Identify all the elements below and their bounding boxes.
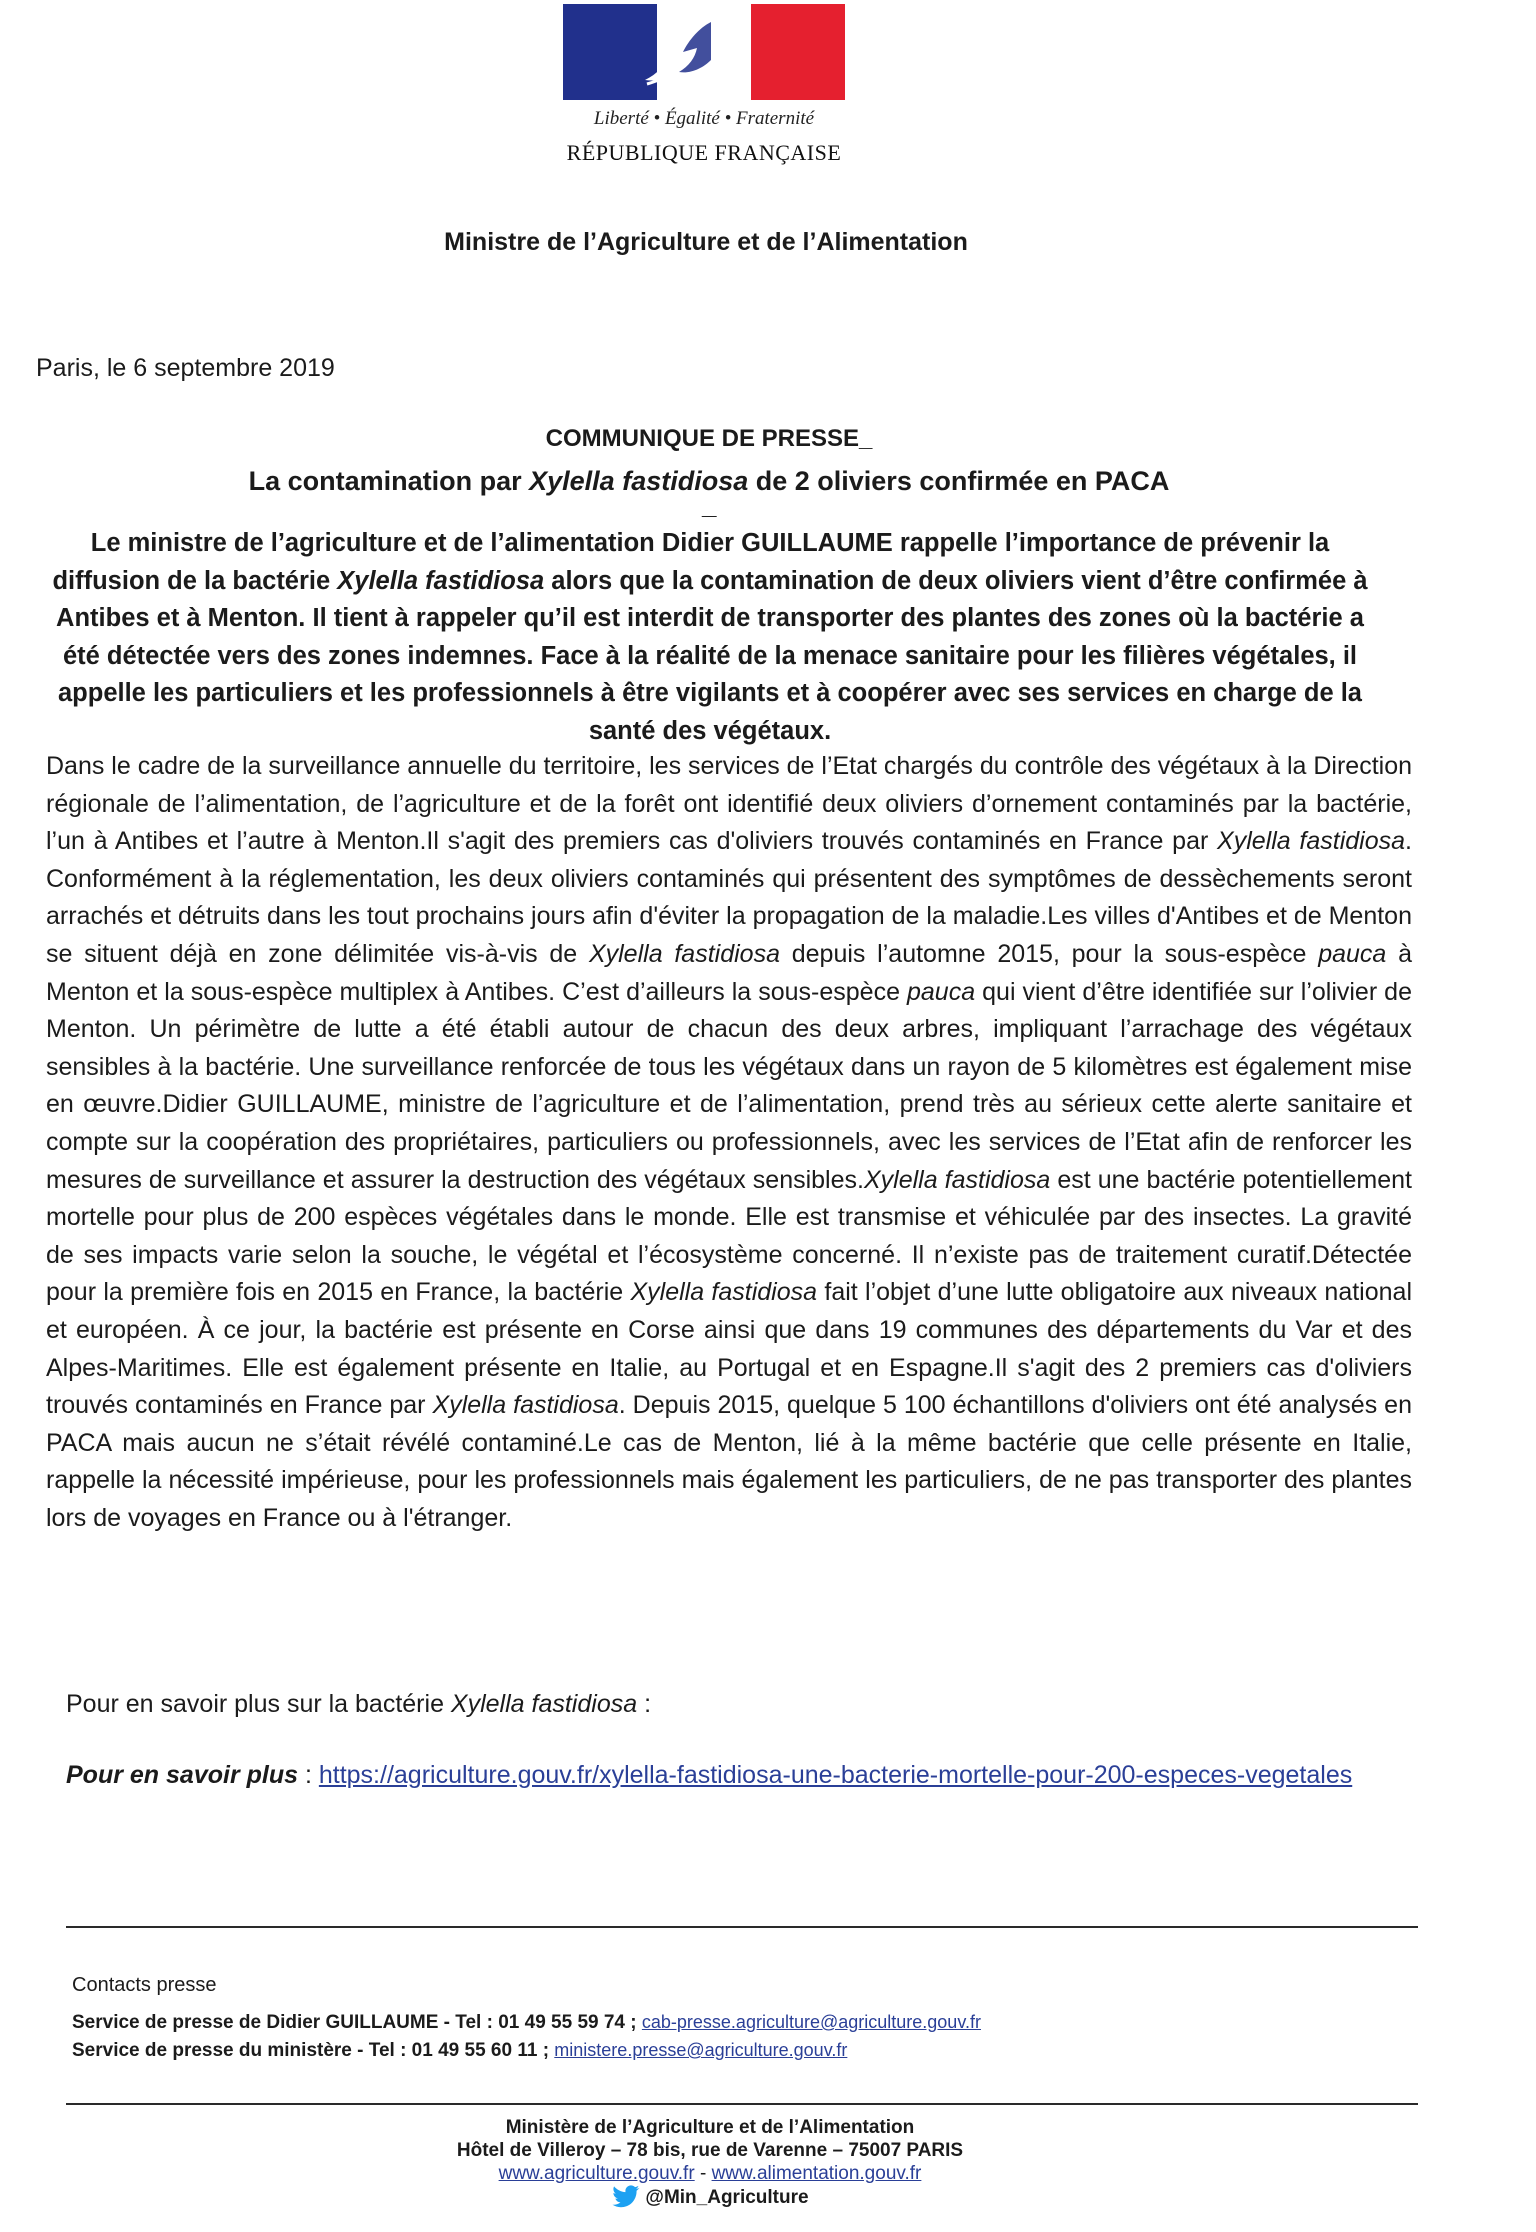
dateline: Paris, le 6 septembre 2019 xyxy=(36,354,335,382)
footer xyxy=(0,2116,1420,2215)
body-paragraph: Dans le cadre de la surveillance annuelle du territoire, les services de l’Etat chargés du contrôle des végétaux à la Direction régionale de l’alimentation, de l’agriculture et de la forêt ont identifié deux oliviers d’ornement contaminés par la bactérie, l’un à Antibes et l’autre à Menton.Il s'agit des premiers cas d'oliviers trouvés contaminés en France par Xylella fastidiosa. Conformément à la réglementation, les deux oliviers contaminés qui présentent des symptômes de dessèchements seront arrachés et détruits dans les tout prochains jours afin d'éviter la propagation de la maladie.Les villes d'Antibes et de Menton se situent déjà en zone délimitée vis-à-vis de Xylella fastidiosa depuis l’automne 2015, pour la sous-espèce pauca à Menton et la sous-espèce multiplex à Antibes. C’est d’ailleurs la sous-espèce pauca qui vient d’être identifiée sur l’olivier de Menton. Un périmètre de lutte a été établi autour de chacun des deux arbres, impliquant l’arrachage des végétaux sensibles à la bactérie. Une surveillance renforcée de tous les végétaux dans un rayon de 5 kilomètres est également mise en œuvre.Didier GUILLAUME, ministre de l’agriculture et de l’alimentation, prend très au sérieux cette alerte sanitaire et compte sur la coopération des propriétaires, particuliers ou professionnels, avec les services de l’Etat afin de renforcer les mesures de surveillance et assurer la destruction des végétaux sensibles.Xylella fastidiosa est une bactérie potentiellement mortelle pour plus de 200 espèces végétales dans le monde. Elle est transmise et véhiculée par des insectes. La gravité de ses impacts varie selon la souche, le végétal et l’écosystème concerné. Il n’existe pas de traitement curatif.Détectée pour la première fois en 2015 en France, la bactérie Xylella fastidiosa fait l’objet d’une lutte obligatoire aux niveaux national et européen. À ce jour, la bactérie est présente en Corse ainsi que dans 19 communes des départements du Var et des Alpes-Maritimes. Elle est également présente en Italie, au Portugal et en Espagne.Il s'agit des 2 premiers cas d'oliviers trouvés contaminés en France par Xylella fastidiosa. Depuis 2015, quelque 5 100 échantillons d'oliviers ont été analysés en PACA mais aucun ne s’était révélé contaminé.Le cas de Menton, lié à la même bactérie que celle présente en Italie, rappelle la nécessité impérieuse, pour les professionnels mais également les particuliers, de ne pas transporter des plantes lors de voyages en France ou à l'étranger. xyxy=(46,752,1413,1532)
footer-ministry: Ministère de l’Agriculture et de l’Alimentation xyxy=(505,2117,915,2138)
marianne-logo xyxy=(561,4,847,174)
info-url-link[interactable]: https://agriculture.gouv.fr/xylella-fastidiosa-une-bacterie-mortelle-pour-200-especes-vegetales xyxy=(318,1761,1353,1789)
link-label: Pour en savoir plus xyxy=(66,1761,299,1789)
footer-websites: www.agriculture.gouv.fr - www.alimentation.gouv.fr xyxy=(498,2163,922,2184)
contact-email-link[interactable]: ministere.presse@agriculture.gouv.fr xyxy=(554,2040,848,2060)
footer-address: Hôtel de Villeroy – 78 bis, rue de Varenne – 75007 PARIS xyxy=(456,2140,964,2161)
divider-bottom xyxy=(66,2103,1418,2105)
title-separator: _ xyxy=(702,490,717,520)
press-release-title: La contamination par Xylella fastidiosa de 2 oliviers confirmée en PACA xyxy=(248,466,1170,496)
more-info-line: Pour en savoir plus sur la bactérie Xylella fastidiosa : xyxy=(66,1690,652,1718)
alimentation-site-link[interactable]: www.alimentation.gouv.fr xyxy=(711,2163,922,2184)
contact-email-link[interactable]: cab-presse.agriculture@agriculture.gouv.fr xyxy=(641,2012,981,2032)
twitter-bird-icon xyxy=(611,2185,641,2209)
contact-row: Service de presse du ministère - Tel : 01 49 55 60 11 ; ministere.presse@agriculture.gouv.fr xyxy=(72,2040,848,2061)
press-release-label: COMMUNIQUE DE PRESSE_ xyxy=(545,425,873,452)
lead-paragraph: Le ministre de l’agriculture et de l’alimentation Didier GUILLAUME rappelle l’importance de prévenir la diffusion de la bactérie Xylella fastidiosa alors que la contamination de deux oliviers vient d’être confirmée à Antibes et à Menton. Il tient à rappeler qu’il est interdit de transporter des plantes des zones où la bactérie a été détectée vers des zones indemnes. Face à la réalité de la menace sanitaire pour les filières végétales, il appelle les particuliers et les professionnels à être vigilants et à coopérer avec ses services en charge de la santé des végétaux. xyxy=(52,529,1368,745)
divider-top xyxy=(66,1926,1418,1928)
contacts-title: Contacts presse xyxy=(72,1974,217,1996)
agriculture-site-link[interactable]: www.agriculture.gouv.fr xyxy=(498,2163,695,2184)
twitter-handle[interactable]: @Min_Agriculture xyxy=(611,2185,808,2209)
contact-row: Service de presse de Didier GUILLAUME - Tel : 01 49 55 59 74 ; cab-presse.agriculture@agriculture.gouv.fr xyxy=(72,2012,981,2033)
republic-motto: Liberté • Égalité • Fraternité xyxy=(593,108,815,129)
marianne-profile-icon xyxy=(561,4,847,100)
more-info-link-line: Pour en savoir plus : https://agriculture.gouv.fr/xylella-fastidiosa-une-bacterie-mortelle-pour-200-especes-vegetales xyxy=(66,1761,1353,1789)
ministry-header: Ministre de l’Agriculture et de l’Alimentation xyxy=(444,228,968,256)
republic-name: RÉPUBLIQUE FRANÇAISE xyxy=(566,140,842,165)
